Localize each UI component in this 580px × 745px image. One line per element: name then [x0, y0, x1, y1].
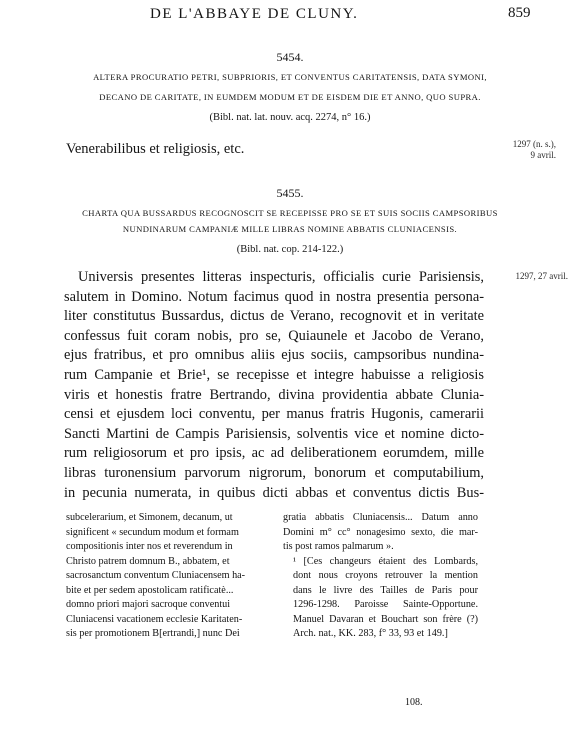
charter-5455-body [64, 268, 484, 503]
body-line: rum Campanie et Brie¹, se recepisse et integre habuisse a religiosis [64, 366, 484, 383]
footnote-line: Domini m° cc° nonagesimo sexto, die mar- [283, 526, 478, 538]
footnote-line: compositionis inter nos et reverendum in [66, 541, 233, 552]
footnote-line: domno priori majori sacroque conventui [66, 599, 231, 610]
footnote-line: Christo patrem domnum B., abbatem, et [66, 555, 230, 567]
footnote-line: dans le livre des Tailles de Paris pour [293, 584, 478, 596]
body-line: rum religiosorum et pro ipsis, ac ad deliberationem eorumdem, mille [64, 445, 484, 462]
body-line: viris et honestis fratre Bertrando, divina providentia abbate Clunia- [64, 386, 484, 403]
charter-5454-margin-date [488, 139, 556, 161]
body-line: confessus fuit coram nobis, pro se, Quiaunele et Jacobo de Verano, [64, 327, 484, 344]
charter-5454-heading-line-1: ALTERA PROCURATIO PETRI, SUBPRIORIS, ET CONVENTUS CARITATENSIS, DATA SYMONI, [93, 72, 487, 82]
footnote-line: 1296-1298. Paroisse Sainte-Opportune. [293, 599, 478, 610]
charter-5455-source: (Bibl. nat. cop. 214-122.) [236, 244, 344, 255]
charter-5454-text: Venerabilibus et religiosis, etc. [66, 141, 245, 157]
footnote-line: significent « secundum modum et formam [66, 526, 239, 538]
charter-5455-heading-line-1: CHARTA QUA BUSSARDUS RECOGNOSCIT SE RECEPISSE PRO SE ET SUIS SOCIIS CAMPSORIBUS [82, 208, 498, 218]
footnote-line: gratia abbatis Cluniacensis... Datum anno [283, 512, 478, 523]
page-number: 859 [508, 5, 531, 21]
footnote-column-left [66, 511, 274, 642]
charter-number-5455: 5455. [276, 186, 304, 200]
footnote-line: subcelerarium, et Simonem, decanum, ut [66, 512, 233, 523]
charter-5454-source: (Bibl. nat. lat. nouv. acq. 2274, n° 16.) [209, 112, 371, 123]
charter-5455-heading-line-2: NUNDINARUM CAMPANIÆ MILLE LIBRAS NOMINE ABBATIS CLUNIACENSIS. [122, 224, 458, 234]
signature-mark: 108. [405, 697, 423, 708]
body-line: Universis presentes litteras inspecturis, officialis curie Parisiensis, [78, 269, 484, 285]
footnote-line: Manuel Davaran et Bouchart son frère (?) [293, 613, 478, 625]
charter-number-5454: 5454. [276, 50, 304, 64]
charter-5454-heading-line-2: DECANO DE CARITATE, IN EUMDEM MODUM ET DE EISDEM DIE ET ANNO, QUO SUPRA. [99, 92, 481, 102]
body-line: censi et ejusdem loci conventu, per manus fratris Hugonis, camerarii [64, 406, 484, 423]
footnote-line: Arch. nat., KK. 283, f° 33, 93 et 149.] [293, 628, 448, 639]
footnote-line: tis post ramos palmarum ». [283, 541, 394, 552]
footnote-column-right [283, 511, 478, 642]
footnote-line: sis per promotionem B[ertrandi,] nunc Dei [66, 628, 240, 639]
footnote-line: bite et per sedem apostolicam ratificatè... [66, 584, 234, 596]
footnote-line: ¹ [Ces changeurs étaient des Lombards, [293, 555, 478, 567]
body-line: liter constitutus Bussardus, dictus de Verano, recognovit et in veritate [64, 308, 484, 325]
body-line: in pecunia numerata, in quibus dicti abbas et conventus dictis Bus- [64, 484, 484, 501]
footnote-line: dont nous croyons retrouver la mention [293, 570, 478, 581]
charter-5455-margin-date: 1297, 27 avril. [515, 271, 568, 281]
footnote-line: sacrosanctum conventum Cluniacensem ha- [66, 570, 246, 581]
margin-date-line: 1297 (n. s.), [512, 139, 556, 149]
body-line: ejus fratribus, et pro omnibus aliis ejus sociis, campsoribus nundina- [64, 347, 484, 364]
footnote-line: Cluniacensi vacationem ecclesie Karitaten- [66, 613, 243, 625]
body-line: salutem in Domino. Notum facimus quod in nostra presentia persona- [64, 288, 484, 305]
margin-date-line: 9 avril. [530, 150, 556, 160]
body-line: Sancti Martini de Campis Parisiensis, solventis vice et nomine dicto- [64, 425, 484, 442]
body-line: libras turonensium parvorum nigrorum, bonorum et computabilium, [64, 464, 484, 481]
running-title: DE L'ABBAYE DE CLUNY. [150, 6, 359, 22]
